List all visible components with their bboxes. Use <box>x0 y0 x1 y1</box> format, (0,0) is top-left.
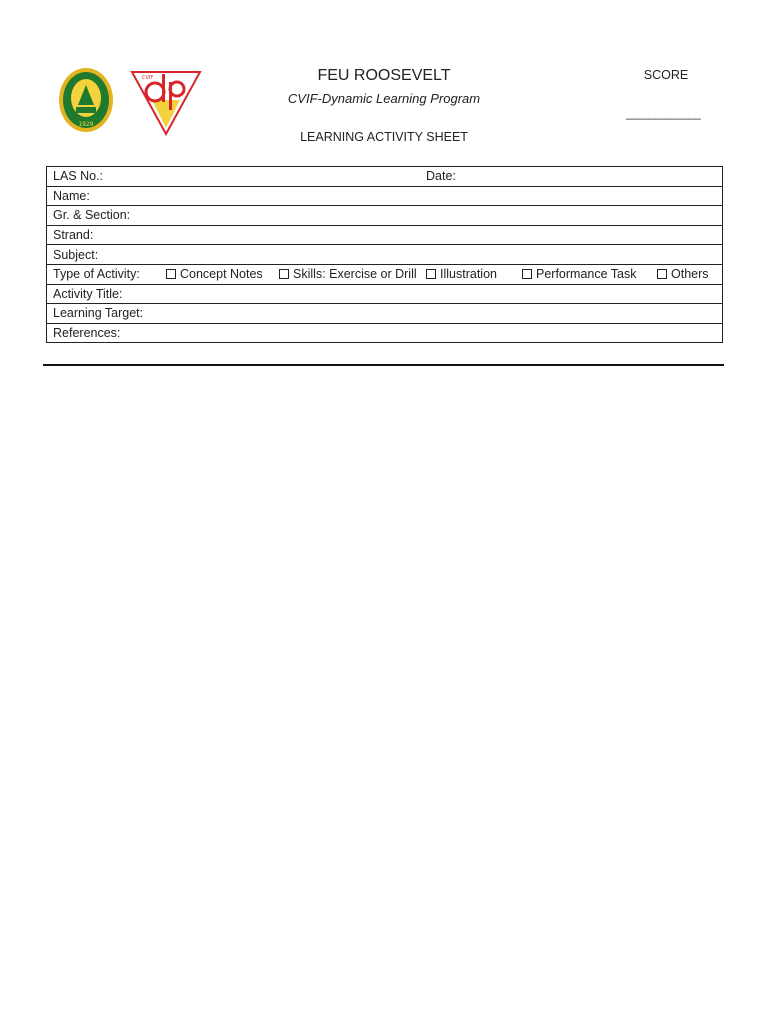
las-no-field[interactable] <box>47 167 723 187</box>
las-info-table <box>46 166 723 343</box>
references-label: References: <box>53 326 121 341</box>
cvif-dlp-logo <box>130 70 202 136</box>
seal-year: 1929 <box>78 121 94 128</box>
checkbox-icon[interactable] <box>279 269 289 279</box>
subject-label: Subject: <box>53 247 99 262</box>
option-performance-task[interactable] <box>522 265 637 283</box>
activity-type-row <box>47 264 723 284</box>
checkbox-icon[interactable] <box>522 269 532 279</box>
las-no-label: LAS No.: <box>53 169 104 184</box>
activity-title-label: Activity Title: <box>53 286 123 301</box>
option-concept-notes[interactable] <box>166 265 263 283</box>
program-name: CVIF-Dynamic Learning Program <box>287 91 481 106</box>
score-blank-line[interactable]: _____________ <box>626 106 700 120</box>
option-label: Skills: Exercise or Drill <box>293 266 417 281</box>
subject-row <box>47 245 723 265</box>
strand-row <box>47 225 723 245</box>
option-illustration[interactable] <box>426 265 497 283</box>
name-label: Name: <box>53 188 90 203</box>
section-field[interactable] <box>47 206 723 226</box>
score-label: SCORE <box>643 68 689 82</box>
feu-seal-logo <box>58 67 114 133</box>
section-row <box>47 206 723 226</box>
references-row <box>47 323 723 343</box>
sheet-title: LEARNING ACTIVITY SHEET <box>300 130 468 144</box>
section-divider <box>43 364 724 366</box>
strand-label: Strand: <box>53 228 94 243</box>
checkbox-icon[interactable] <box>166 269 176 279</box>
activity-type-label: Type of Activity: <box>53 267 140 282</box>
references-field[interactable] <box>47 323 723 343</box>
checkbox-icon[interactable] <box>657 269 667 279</box>
dlp-logo-text: CVIF <box>142 75 154 81</box>
option-label: Illustration <box>440 266 497 281</box>
activity-title-field[interactable] <box>47 284 723 304</box>
las-no-row <box>47 167 723 187</box>
name-row <box>47 186 723 206</box>
learning-target-field[interactable] <box>47 304 723 324</box>
school-name: FEU ROOSEVELT <box>317 67 451 84</box>
date-label: Date: <box>426 169 456 184</box>
name-field[interactable] <box>47 186 723 206</box>
option-label: Concept Notes <box>180 266 263 281</box>
strand-field[interactable] <box>47 225 723 245</box>
activity-title-row <box>47 284 723 304</box>
option-label: Performance Task <box>536 266 637 281</box>
option-others[interactable] <box>657 265 709 283</box>
learning-target-row <box>47 304 723 324</box>
learning-target-label: Learning Target: <box>53 306 144 321</box>
checkbox-icon[interactable] <box>426 269 436 279</box>
option-skills-exercise-drill[interactable] <box>279 265 417 283</box>
subject-field[interactable] <box>47 245 723 265</box>
section-label: Gr. & Section: <box>53 208 131 223</box>
activity-type-field <box>47 264 723 284</box>
option-label: Others <box>671 266 709 281</box>
